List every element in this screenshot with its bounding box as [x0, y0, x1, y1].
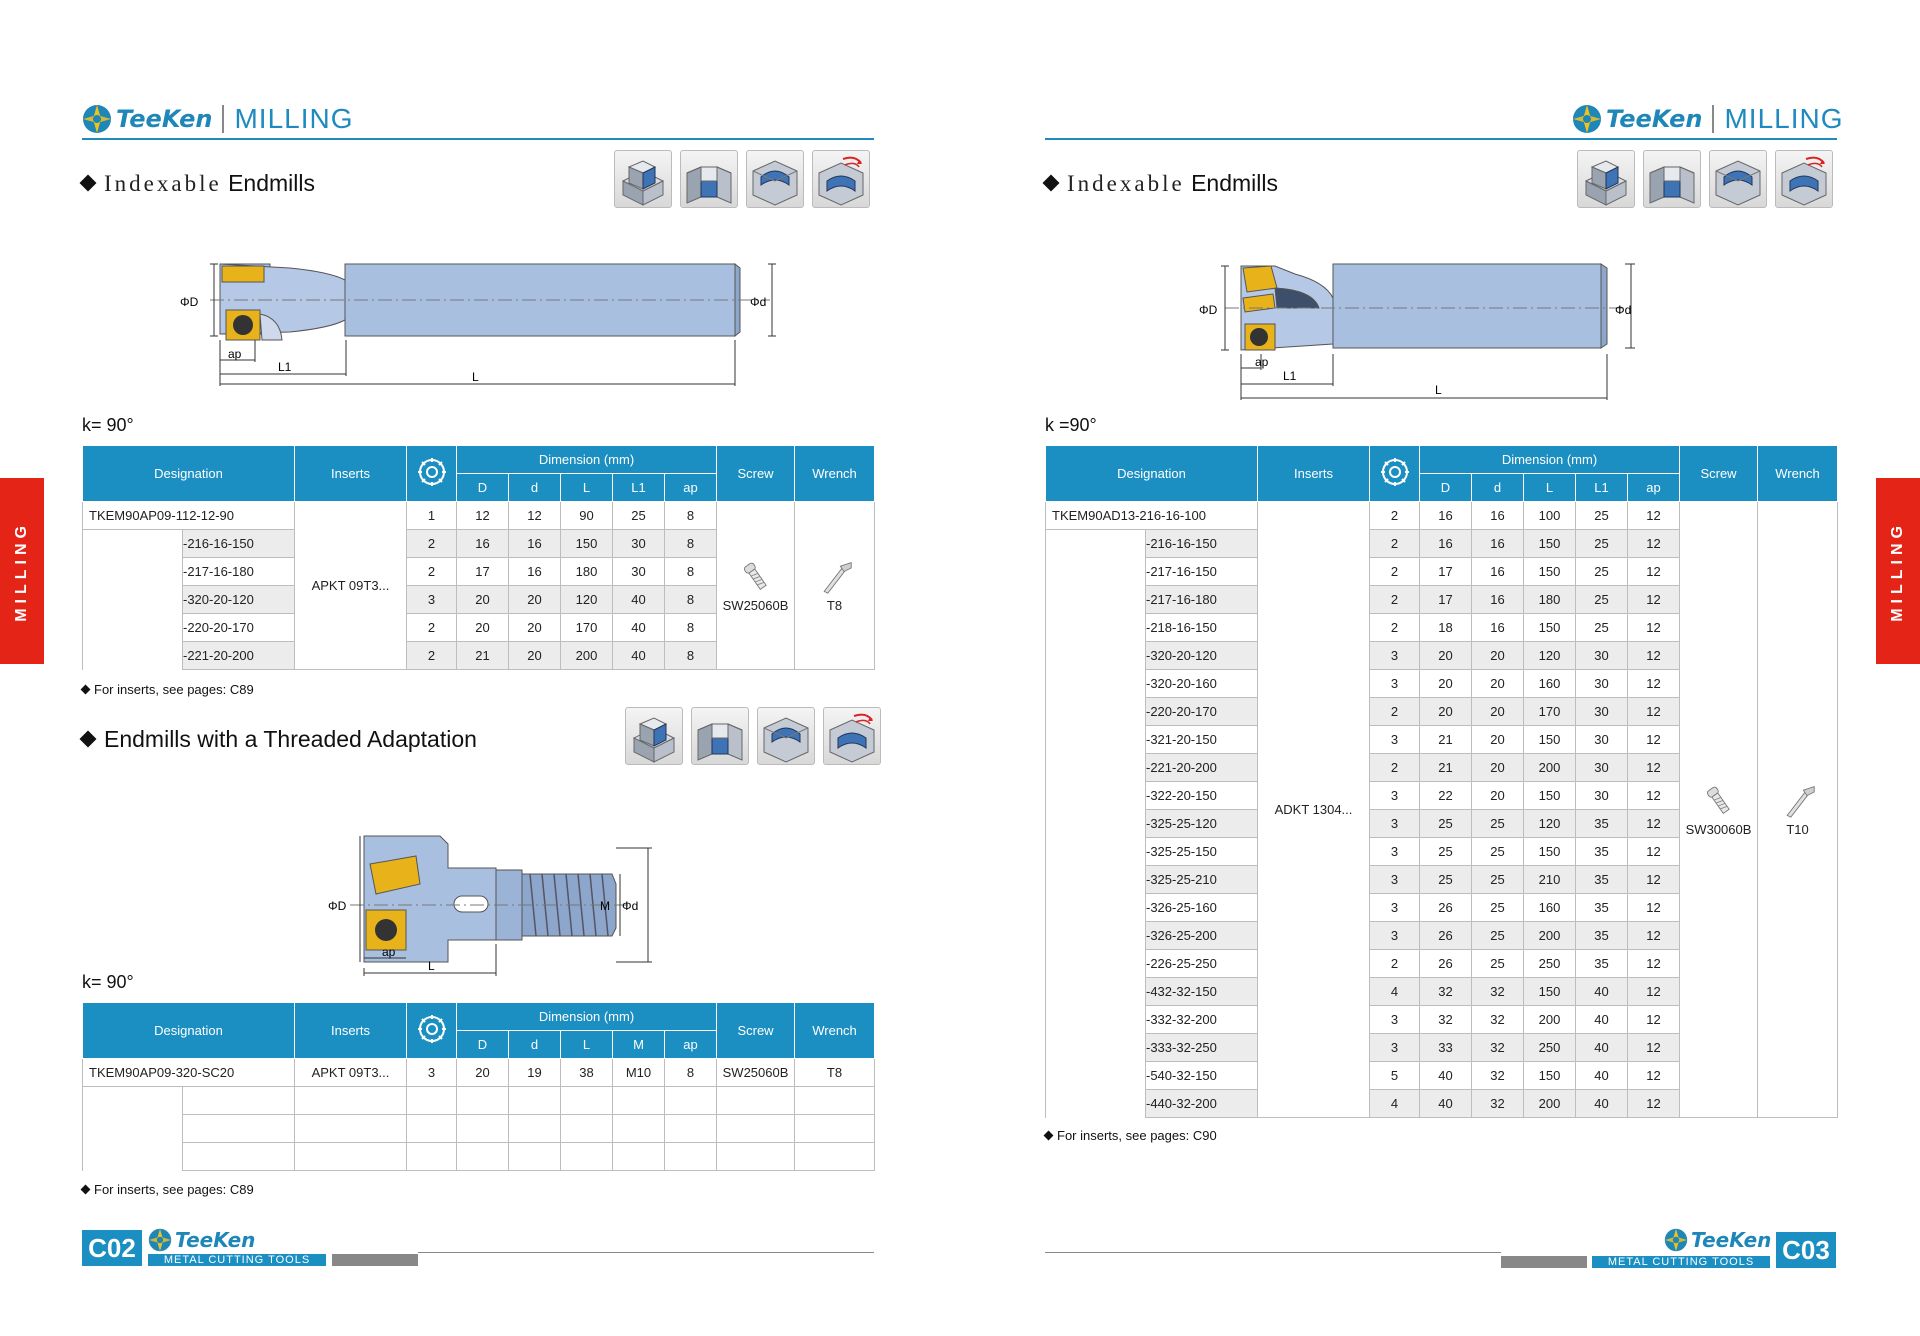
brand-logo-right: TeeKen MILLING [1572, 103, 1844, 135]
operation-icons-right [1577, 150, 1833, 208]
shoulder-milling-icon [626, 708, 682, 764]
col-inserts: Inserts [295, 446, 407, 502]
svg-text:ΦD: ΦD [180, 295, 199, 309]
kappa-label-2: k= 90° [82, 972, 134, 992]
table-row: -326-25-200 3 26 25 200 35 12 [1046, 922, 1838, 950]
empty-row [83, 1115, 875, 1143]
table-row: -540-32-150 5 40 32 150 40 12 [1046, 1062, 1838, 1090]
brand-name: TeeKen [116, 105, 213, 133]
section-title-indexable-endmills: Indexable Endmills [82, 170, 315, 197]
screw-icon [738, 559, 774, 595]
svg-text:L: L [1435, 383, 1442, 397]
table-row: TKEM90AD13-216-16-100 ADKT 1304... 2 16 16 100 25 12 SW30060B T10 [1046, 502, 1838, 530]
ramping-icon [1776, 151, 1832, 207]
page-number: C02 [82, 1230, 142, 1266]
svg-text:L1: L1 [278, 360, 292, 374]
table-row: -325-25-150 3 25 25 150 35 12 [1046, 838, 1838, 866]
note-inserts-2: For inserts, see pages: C89 [82, 1182, 254, 1197]
table-row: -325-25-210 3 25 25 210 35 12 [1046, 866, 1838, 894]
svg-text:L: L [472, 370, 479, 384]
shoulder-milling-icon [615, 151, 671, 207]
svg-text:ΦD: ΦD [328, 899, 347, 913]
note-inserts-right: For inserts, see pages: C90 [1045, 1128, 1217, 1143]
empty-row [83, 1143, 875, 1171]
kappa-label: k= 90° [82, 415, 134, 435]
col-designation: Designation [83, 446, 295, 502]
spec-table-indexable: Designation Inserts Dimension (mm) Screw Wrench D d L L1 ap TKEM90AP09-112-12-90 APKT 09T3... 1 12 12 90 25 8 SW25060B T8 -216-16-150 2 16 16 150 30 8 -217-16-180 2 17 16 180 30 8 -320-20-120 3 20 20 120 40 8 -220-20-170 2 20 20 170 40 8 -221-20-200 2 21 20 200 40 8 [82, 445, 875, 670]
operation-icons-2 [625, 707, 881, 765]
table-row: -333-32-250 3 33 32 250 40 12 [1046, 1034, 1838, 1062]
side-tab-left: MILLING [0, 478, 44, 664]
table-row: -326-25-160 3 26 25 160 35 12 [1046, 894, 1838, 922]
table-row: TKEM90AP09-112-12-90 APKT 09T3... 1 12 12 90 25 8 SW25060B T8 [83, 502, 875, 530]
svg-text:L1: L1 [1283, 369, 1297, 383]
spec-table-right: Designation Inserts Dimension (mm) Screw Wrench D d L L1 ap TKEM90AD13-216-16-100 ADKT 1304... 2 16 16 100 25 12 SW30060B T10 -216-16-150 2 16 16 150 25 12 -217-16-150 2 17 16 150 25 12 -217-16-180 2 17 16 180 25 12 -218-16-150 2 18 16 150 25 12 -320-20-120 3 20 20 120 30 12 -320-20-160 3 20 20 160 30 12 -220-20-170 2 20 20 170 30 12 -321-20-150 3 21 20 150 30 12 -221-20-200 2 21 20 200 30 12 -322-20-150 3 22 20 150 30 12 -325-25-120 3 25 25 120 35 12 -325-25-150 3 25 25 150 35 12 -325-25-210 3 25 25 210 35 12 -326-25-160 3 26 25 160 35 12 -326-25-200 3 26 25 200 35 12 -226-25-250 2 26 25 250 35 12 -432-32-150 4 32 32 150 40 12 -332-32-200 3 32 32 200 40 12 -333-32-250 3 33 32 250 40 12 -540-32-150 5 40 32 150 40 12 -440-32-200 4 40 32 200 40 12 [1045, 445, 1838, 1118]
table-row: -217-16-150 2 17 16 150 25 12 [1046, 558, 1838, 586]
insert-count-icon [417, 457, 447, 487]
table-row: TKEM90AP09-320-SC20 APKT 09T3... 3 20 19 38 M10 8 SW25060B T8 [83, 1059, 875, 1087]
footer-logo-right: TeeKen [1664, 1228, 1771, 1252]
threaded-endmill-drawing [320, 828, 660, 980]
ramping-icon [824, 708, 880, 764]
screw-icon [1701, 783, 1737, 819]
spec-table-threaded: Designation Inserts Dimension (mm) Screw Wrench D d L M ap TKEM90AP09-320-SC20 APKT 09T3... 3 20 19 38 M10 8 SW25060B T8 [82, 1002, 875, 1171]
table-row: -220-20-170 2 20 20 170 30 12 [1046, 698, 1838, 726]
table-row: -221-20-200 2 21 20 200 30 12 [1046, 754, 1838, 782]
section-title-threaded: Endmills with a Threaded Adaptation [82, 726, 477, 753]
table-row: -320-20-120 3 20 20 120 40 8 [83, 586, 875, 614]
slot-milling-icon [692, 708, 748, 764]
table-row: -217-16-180 2 17 16 180 30 8 [83, 558, 875, 586]
table-row: -332-32-200 3 32 32 200 40 12 [1046, 1006, 1838, 1034]
page-number-right: C03 [1776, 1232, 1836, 1268]
table-row: -220-20-170 2 20 20 170 40 8 [83, 614, 875, 642]
insert-count-icon [417, 1014, 447, 1044]
col-screw: Screw [717, 446, 795, 502]
note-inserts: For inserts, see pages: C89 [82, 682, 254, 697]
section-title-right: Indexable Endmills [1045, 170, 1278, 197]
svg-text:M: M [600, 899, 610, 913]
empty-row [83, 1087, 875, 1115]
table-row: -432-32-150 4 32 32 150 40 12 [1046, 978, 1838, 1006]
operation-icons [614, 150, 870, 208]
slot-milling-icon [681, 151, 737, 207]
table-row: -221-20-200 2 21 20 200 40 8 [83, 642, 875, 670]
table-row: -218-16-150 2 18 16 150 25 12 [1046, 614, 1838, 642]
side-tab-right: MILLING [1876, 478, 1920, 664]
endmill-drawing [170, 250, 790, 390]
table-row: -217-16-180 2 17 16 180 25 12 [1046, 586, 1838, 614]
slot-milling-icon [1644, 151, 1700, 207]
col-wrench: Wrench [795, 446, 875, 502]
svg-text:ap: ap [1255, 355, 1269, 369]
brand-logo [82, 103, 354, 135]
pocket-milling-icon [747, 151, 803, 207]
ramping-icon [813, 151, 869, 207]
svg-text:ap: ap [228, 347, 242, 361]
table-row: -320-20-120 3 20 20 120 30 12 [1046, 642, 1838, 670]
insert-count-icon [1380, 457, 1410, 487]
wrench-icon [1780, 783, 1816, 819]
col-dimension: Dimension (mm) [457, 446, 717, 474]
kappa-label-right: k =90° [1045, 415, 1097, 435]
table-row: -440-32-200 4 40 32 200 40 12 [1046, 1090, 1838, 1118]
logo-icon [82, 104, 112, 134]
footer-logo: TeeKen [148, 1228, 255, 1252]
logo-icon [1572, 104, 1602, 134]
svg-text:Φd: Φd [1615, 303, 1632, 317]
table-row: -322-20-150 3 22 20 150 30 12 [1046, 782, 1838, 810]
table-row: -226-25-250 2 26 25 250 35 12 [1046, 950, 1838, 978]
pocket-milling-icon [1710, 151, 1766, 207]
svg-text:ap: ap [382, 945, 396, 959]
table-row: -321-20-150 3 21 20 150 30 12 [1046, 726, 1838, 754]
table-row: -216-16-150 2 16 16 150 30 8 [83, 530, 875, 558]
shoulder-milling-icon [1578, 151, 1634, 207]
footer-tagline: METAL CUTTING TOOLS [148, 1254, 326, 1266]
svg-text:ΦD: ΦD [1199, 303, 1218, 317]
svg-text:L: L [428, 959, 435, 973]
table-row: -216-16-150 2 16 16 150 25 12 [1046, 530, 1838, 558]
col-teeth [407, 446, 457, 502]
wrench-icon [817, 559, 853, 595]
section-header: MILLING [234, 103, 354, 134]
header-rule [82, 138, 874, 140]
svg-text:Φd: Φd [750, 295, 767, 309]
endmill-drawing-right [1195, 258, 1645, 403]
table-row: -325-25-120 3 25 25 120 35 12 [1046, 810, 1838, 838]
pocket-milling-icon [758, 708, 814, 764]
svg-text:Φd: Φd [622, 899, 639, 913]
table-row: -320-20-160 3 20 20 160 30 12 [1046, 670, 1838, 698]
